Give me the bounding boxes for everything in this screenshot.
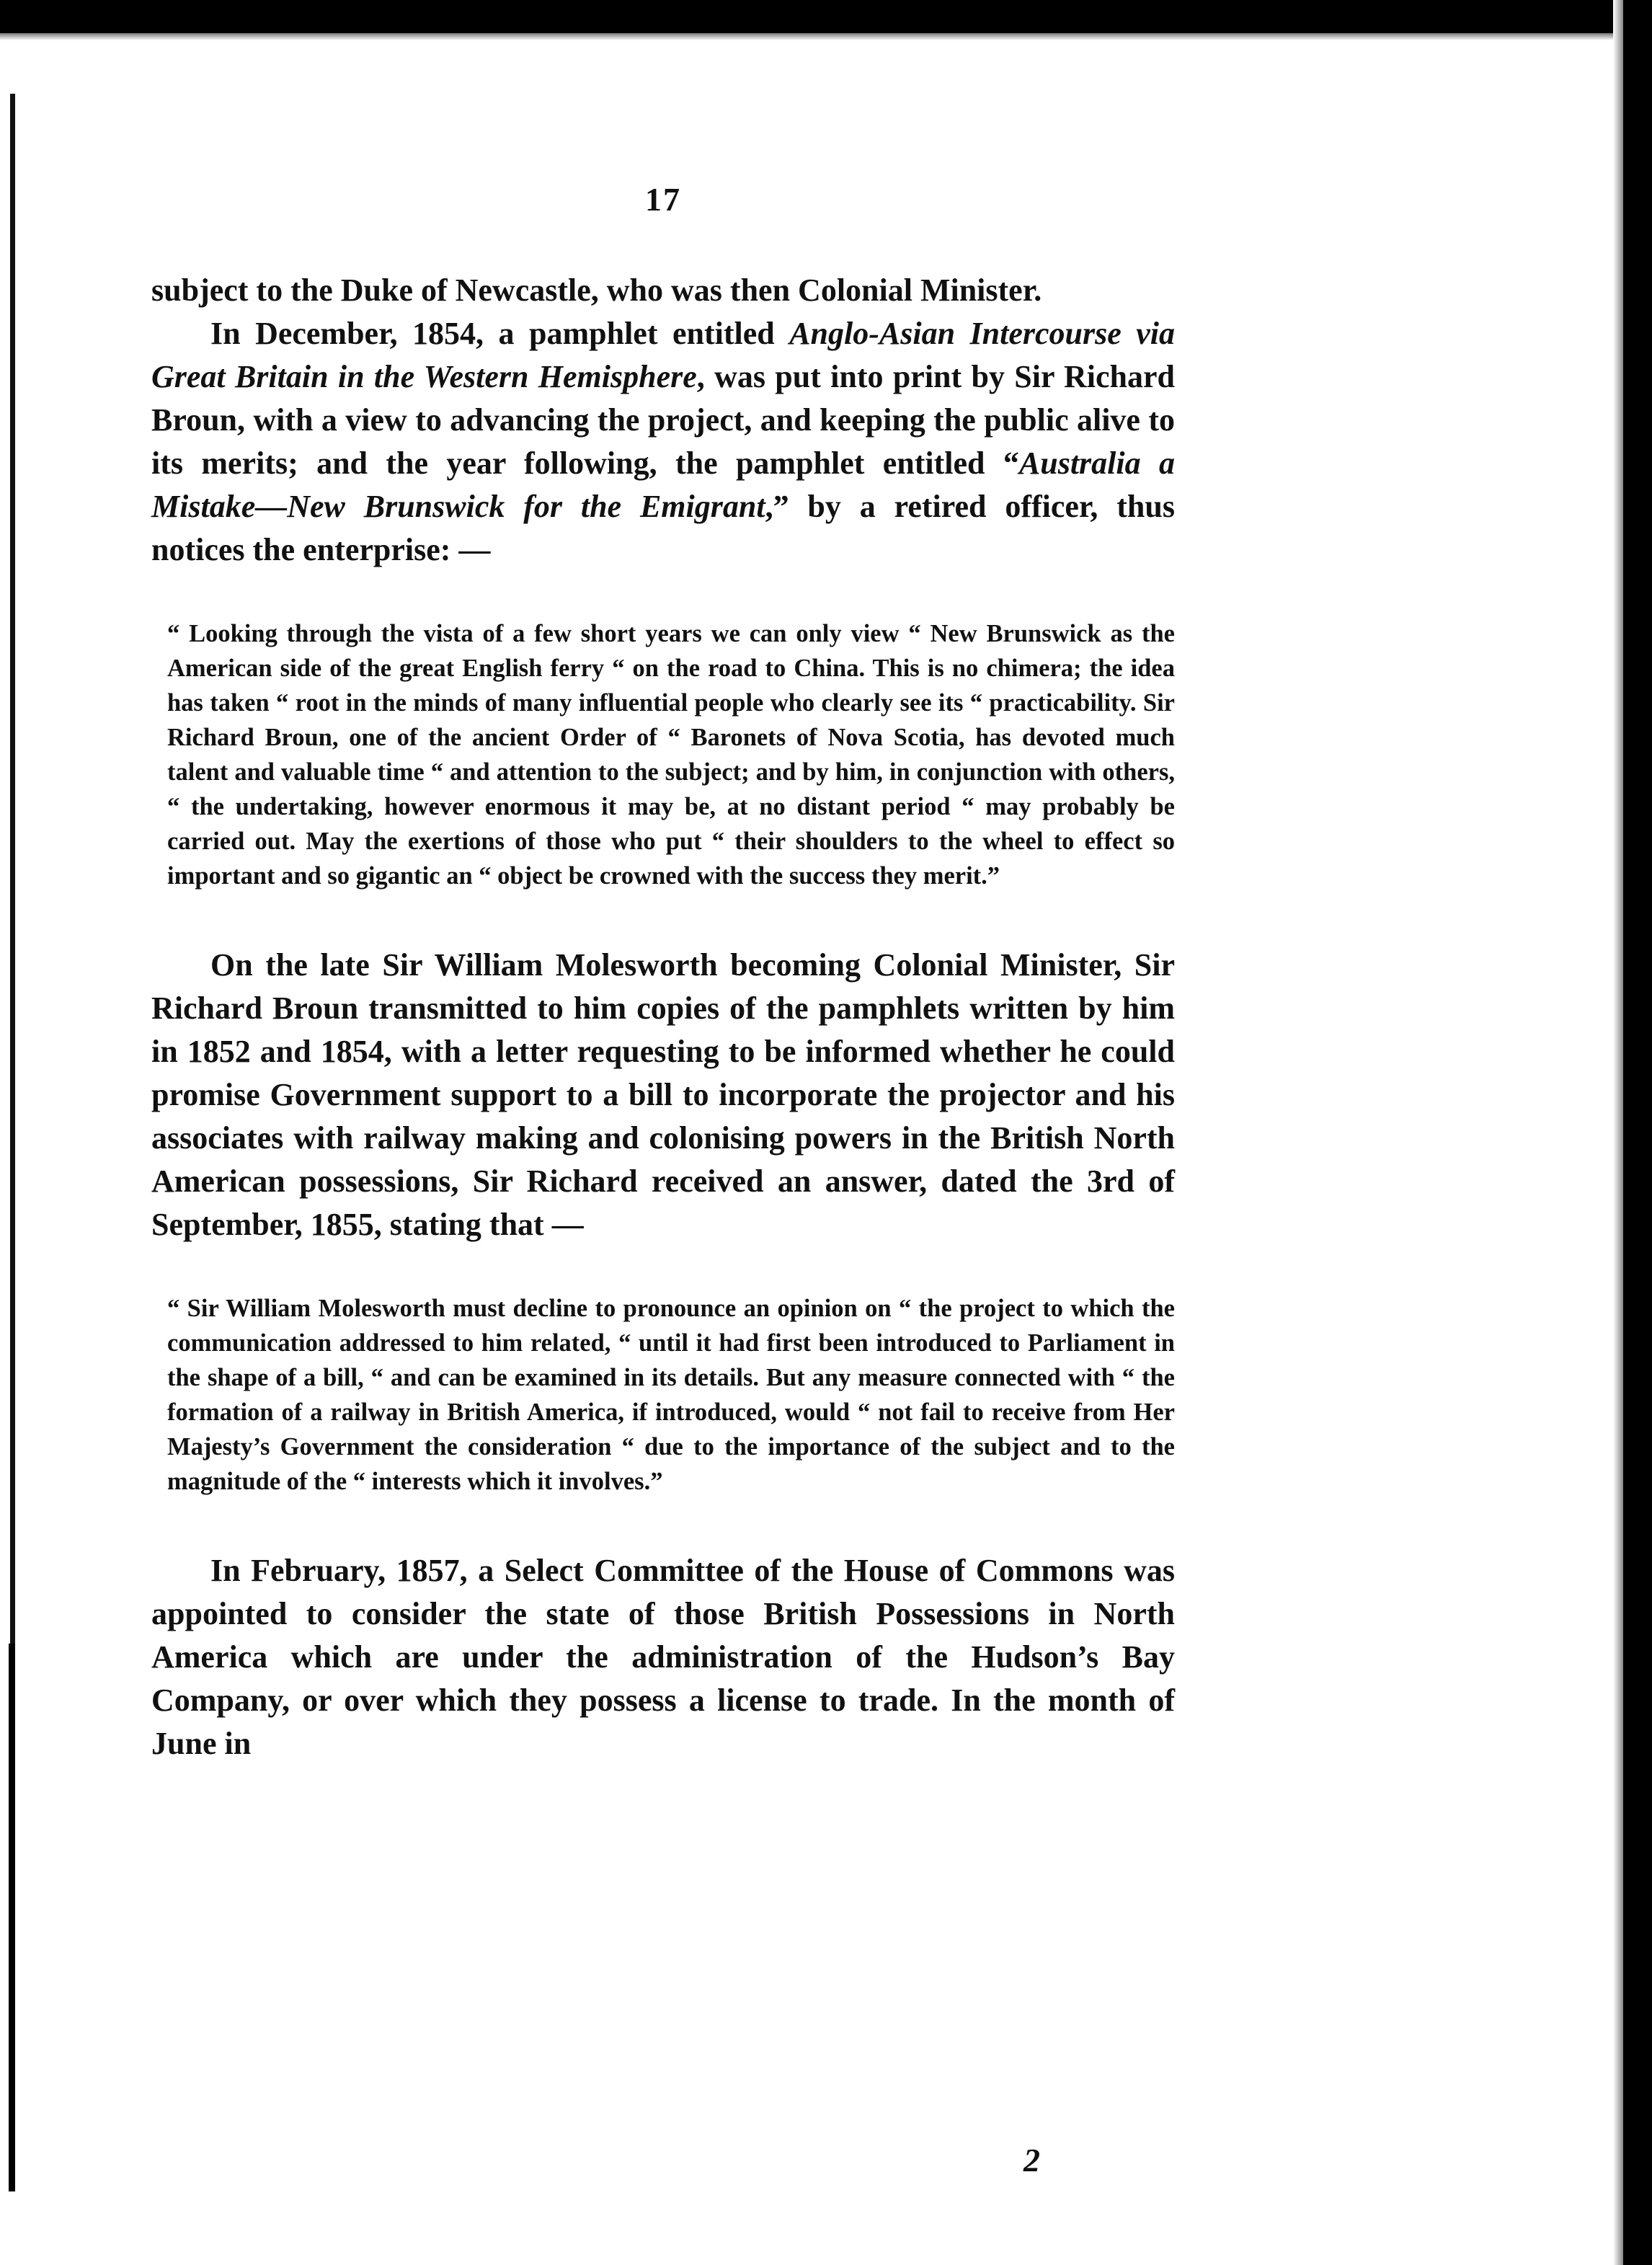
scan-right-shadow — [1613, 0, 1623, 2265]
paragraph-2-part-c: ,” by a retired officer, thus notices the enterprise: — — [151, 489, 1175, 567]
document-page — [151, 180, 1175, 1765]
scan-right-border — [1623, 0, 1652, 2265]
page-number: 17 — [645, 181, 681, 218]
scan-left-edge-lower — [9, 1644, 15, 2191]
scan-top-border — [0, 0, 1652, 33]
paragraph-1: subject to the Duke of Newcastle, who was then Colonial Minister. — [151, 272, 1042, 308]
block-quote-2: “ Sir William Molesworth must decline to pronounce an opinion on “ the project to which the communication addressed to him related, “ until it had first been introduced to Parliament in the shape of a bill, “ and can be examined in its details. But any measure connected with “ the formation of a railway in British America, if introduced, would “ not fail to receive from Her Majesty’s Government the consideration “ due to the importance of the subject and to the magnitude of the “ interests which it involves.” — [167, 1295, 1175, 1495]
pamphlet-title-australia: Australia a Mistake—New Brunswick for the Emigrant — [151, 446, 1175, 524]
paragraph-2-part-a: In December, 1854, a pamphlet entitled — [210, 316, 790, 351]
signature-mark: 2 — [1023, 2142, 1040, 2178]
paragraph-2 — [151, 312, 1175, 572]
scan-top-shadow — [0, 33, 1652, 40]
paragraph-3: On the late Sir William Molesworth becoming Colonial Minister, Sir Richard Broun transmitted to him copies of the pamphlets written by him in 1852 and 1854, with a letter requesting to be informed whether he could promise Government support to a bill to incorporate the projector and his associates with railway making and colonising powers in the British North American possessions, Sir Richard received an answer, dated the 3rd of September, 1855, stating that — — [151, 947, 1175, 1242]
paragraph-2-part-b: , was put into print by Sir Richard Broun, with a view to advancing the project, and keeping the public alive to its merits; and the year following, the pamphlet entitled “ — [151, 359, 1175, 481]
pamphlet-title-anglo-asian: Anglo-Asian Intercourse via Great Britain in the Western Hemisphere — [151, 316, 1175, 394]
paragraph-4: In February, 1857, a Select Committee of the House of Commons was appointed to consider the state of those British Possessions in North America which are under the administration of the Hudson’s Bay Company, or over which they possess a license to trade. In the month of June in — [151, 1553, 1175, 1761]
block-quote-1: “ Looking through the vista of a few short years we can only view “ New Brunswick as the American side of the great English ferry “ on the road to China. This is no chimera; the idea has taken “ root in the minds of many influential people who clearly see its “ practicability. Sir Richard Broun, one of the ancient Order of “ Baronets of Nova Scotia, has devoted much talent and valuable time “ and attention to the subject; and by him, in conjunction with others, “ the undertaking, however enormous it may be, at no distant period “ may probably be carried out. May the exertions of those who put “ their shoulders to the wheel to effect so important and so gigantic an “ object be crowned with the success they merit.” — [167, 620, 1175, 890]
